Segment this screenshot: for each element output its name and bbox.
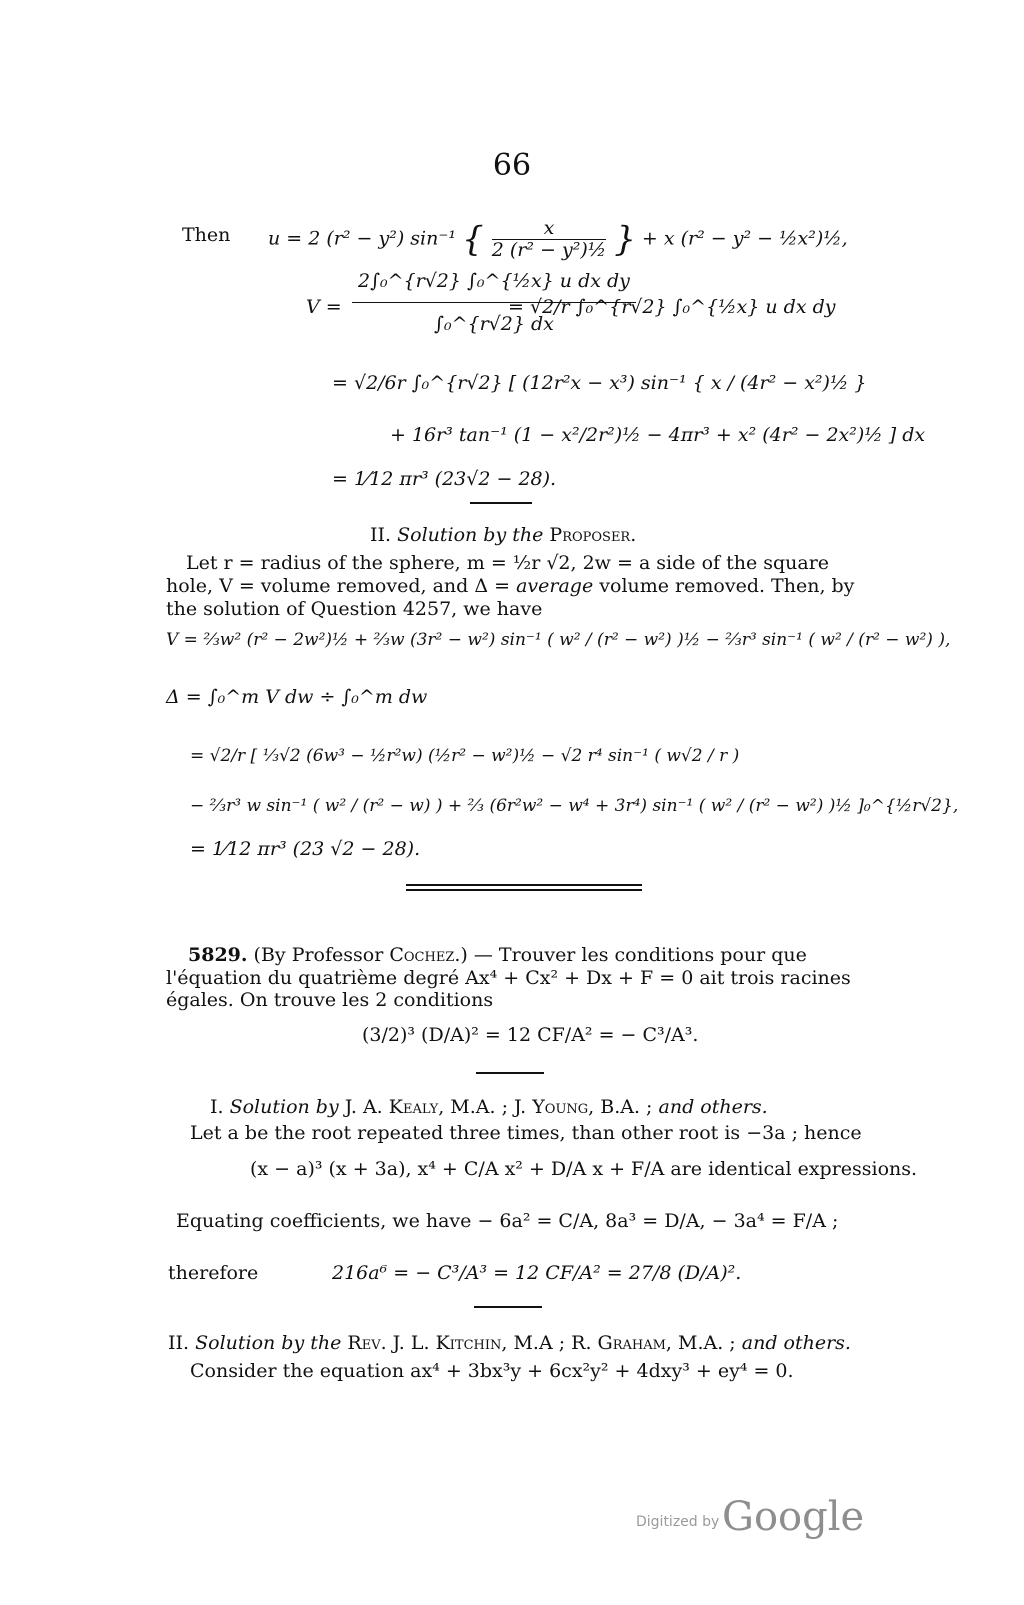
text-fragment: ) — Trouver les conditions pour que: [460, 944, 807, 966]
equation-line-4: = 1⁄12 πr³ (23√2 − 28).: [332, 468, 557, 490]
section-divider-short: [476, 1072, 544, 1074]
fraction-denominator: 2 (r² − y²)½: [491, 238, 607, 261]
question-number: 5829.: [188, 944, 248, 966]
equation-V-label: V =: [306, 296, 342, 318]
google-logo: Google: [722, 1494, 865, 1540]
text-fragment: (By Professor: [253, 944, 384, 966]
heading-number: II.: [370, 524, 392, 546]
heading-italic: Solution by the: [195, 1332, 342, 1354]
then-label: Then: [182, 224, 231, 246]
digitized-by-label: Digitized by: [636, 1514, 720, 1530]
paragraph-line: Let a be the root repeated three times, than other root is −3a ; hence: [190, 1122, 862, 1144]
equation-delta-4: = 1⁄12 πr³ (23 √2 − 28).: [190, 838, 421, 860]
heading-names: Rev. J. L. Kitchin, M.A ; R. Graham, M.A. ;: [347, 1332, 736, 1354]
paragraph-line: [166, 575, 854, 597]
paragraph-line: Consider the equation ax⁴ + 3bx³y + 6cx²y² + 4dxy³ + ey⁴ = 0.: [190, 1360, 794, 1382]
text-fragment: volume removed. Then, by: [599, 575, 855, 597]
equation-identical: (x − a)³ (x + 3a), x⁴ + C/A x² + D/A x + F/A are identical expressions.: [250, 1158, 918, 1180]
brace-close: }: [614, 219, 636, 260]
heading-italic: Solution by the: [397, 524, 544, 546]
equation-line-3: + 16r³ tan⁻¹ (1 − x²/2r²)½ − 4πr³ + x² (4r² − 2x²)½ ] dx: [390, 424, 926, 446]
paragraph-line: the solution of Question 4257, we have: [166, 598, 543, 620]
equation-coefficients: Equating coefficients, we have − 6a² = C/A, 8a³ = D/A, − 3a⁴ = F/A ;: [176, 1210, 839, 1232]
equation-u-fraction: [492, 218, 606, 261]
question-conditions: (3/2)³ (D/A)² = 12 CF/A² = − C³/A³.: [362, 1024, 699, 1046]
question-line-3: égales. On trouve les 2 conditions: [166, 989, 494, 1011]
equation-therefore: 216a⁶ = − C³/A³ = 12 CF/A² = 27/8 (D/A)².: [332, 1262, 742, 1284]
heading-tail: and others.: [658, 1096, 768, 1118]
question-line-2: l'équation du quatrième degré Ax⁴ + Cx² + Dx + F = 0 ait trois racines: [166, 967, 851, 989]
heading-tail: and others.: [741, 1332, 851, 1354]
equation-u: [268, 218, 848, 261]
text-fragment: hole, V = volume removed, and Δ =: [166, 575, 511, 597]
question-line-1: [188, 944, 807, 966]
double-rule-divider: [406, 884, 642, 891]
solution-heading-kitchin: [168, 1332, 851, 1354]
V-numerator: 2∫₀^{r√2} ∫₀^{½x} u dx dy: [352, 262, 636, 303]
equation-u-lead: u = 2 (r² − y²) sin⁻¹: [268, 227, 456, 250]
equation-delta-3: − ⅔r³ w sin⁻¹ ( w² / (r² − w) ) + ⅔ (6r²w² − w⁴ + 3r⁴) sin⁻¹ ( w² / (r² − w²) )½ ]₀^{½r√2},: [190, 796, 959, 816]
fraction-numerator: x: [492, 218, 606, 240]
solution-heading-kealy: [210, 1096, 768, 1118]
equation-line-2: = √2/6r ∫₀^{r√2} [ (12r²x − x³) sin⁻¹ { x / (4r² − x²)½ }: [332, 372, 867, 394]
section-divider-short: [474, 1306, 542, 1308]
heading-proposer: Proposer.: [549, 524, 637, 546]
equation-V-rhs: = √2/r ∫₀^{r√2} ∫₀^{½x} u dx dy: [508, 296, 836, 318]
heading-number: II.: [168, 1332, 190, 1354]
heading-number: I.: [210, 1096, 224, 1118]
page-number: 66: [492, 148, 532, 183]
text-italic: average: [516, 575, 594, 597]
equation-delta: Δ = ∫₀^m V dw ÷ ∫₀^m dw: [166, 686, 428, 708]
heading-names: J. A. Kealy, M.A. ; J. Young, B.A. ;: [344, 1096, 653, 1118]
V-denominator: ∫₀^{r√2} dx: [434, 313, 554, 335]
equation-V-volume: V = ⅔w² (r² − 2w²)½ + ⅔w (3r² − w²) sin⁻¹ ( w² / (r² − w²) )½ − ⅔r³ sin⁻¹ ( w² / (r² − w²) ),: [166, 630, 951, 650]
equation-u-tail: + x (r² − y² − ½x²)½,: [641, 227, 848, 250]
heading-italic: Solution by: [229, 1096, 339, 1118]
solution-heading-proposer: [370, 524, 636, 546]
paragraph-line: Let r = radius of the sphere, m = ½r √2, 2w = a side of the square: [186, 552, 830, 574]
brace-open: {: [462, 219, 484, 260]
author-name: Cochez.: [389, 944, 461, 966]
section-divider-short: [470, 502, 532, 504]
therefore-label: therefore: [168, 1262, 259, 1284]
equation-delta-2: = √2/r [ ⅓√2 (6w³ − ½r²w) (½r² − w²)½ − √2 r⁴ sin⁻¹ ( w√2 / r ): [190, 746, 740, 766]
